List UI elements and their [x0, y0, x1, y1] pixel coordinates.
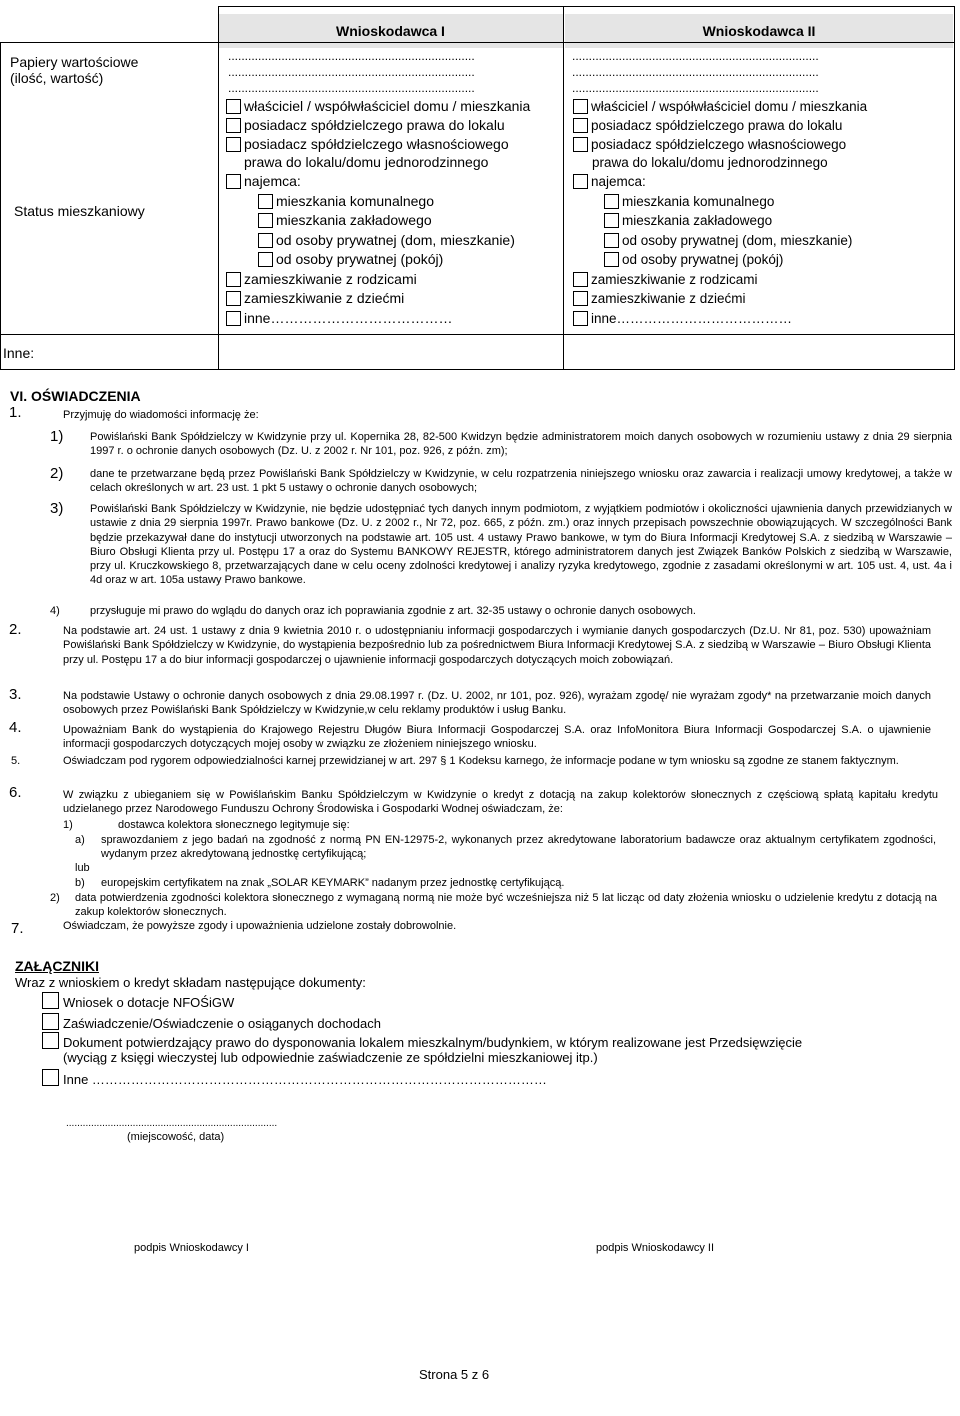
checkbox[interactable] — [42, 1032, 59, 1049]
option-with-children[interactable] — [573, 289, 746, 308]
checkbox[interactable] — [258, 233, 273, 248]
subpoint-number: 4) — [50, 605, 60, 617]
section-title-declarations: VI. OŚWIADCZENIA — [10, 388, 141, 404]
option-private-house[interactable] — [258, 231, 515, 250]
point-7-text: Oświadczam, że powyższe zgody i upoważnienia udzielone zostały dobrowolnie. — [63, 920, 457, 932]
option-label: mieszkania komunalnego — [276, 193, 434, 209]
option-label: od osoby prywatnej (dom, mieszkanie) — [276, 232, 515, 248]
option-private-room[interactable] — [604, 250, 783, 269]
option-private-room[interactable] — [258, 250, 443, 269]
point-1-4-text: przysługuje mi prawo do wglądu do danych oraz ich poprawiania zgodnie z art. 32-35 ustawy o ochronie danych osobowych. — [90, 605, 696, 617]
point-1-intro: Przyjmuję do wiadomości informację że: — [63, 409, 259, 421]
option-label: najemca: — [244, 173, 301, 189]
point-6-text: W związku z ubieganiem się w Powiślańskim Banku Spółdzielczym w Kwidzynie o kredyt z dotacją na zakup kolektorów słonecznych z częściową spłatą kapitału kredytu udzielanego przez Narodowego Funduszu Ochrony Środowiska i Gospodarki Wodnej oświadczam, że: — [63, 789, 938, 816]
point-4-text: Upoważniam Bank do wystąpienia do Krajowego Rejestru Długów Biura Informacji Gospodarczej S.A. oraz InfoMonitora Biura Informacji Gospodarczej S.A. o ujawnienie informacji gospodarczych dotyczących mojej osoby w związku ze złożeniem niniejszego wniosku. — [63, 724, 931, 751]
attachment-item[interactable] — [42, 1069, 547, 1088]
option-coop-ownership[interactable] — [226, 135, 509, 154]
securities-field-line[interactable]: .......................................................................... — [572, 81, 819, 95]
option-label: inne………………………………… — [244, 310, 453, 326]
option-label: od osoby prywatnej (pokój) — [276, 251, 444, 267]
checkbox[interactable] — [604, 252, 619, 267]
point-1-2-text: dane te przetwarzane będą przez Powiślański Bank Spółdzielczy w Kwidzynie, w celu rozpatrzenia niniejszego wniosku oraz zawarcia i realizacji umowy kredytowej, a także w celach określonych w art. 23 ust. 1 pkt 5 ustawy o ochronie danych osobowych; — [90, 468, 952, 495]
option-label: posiadacz spółdzielczego prawa do lokalu — [244, 117, 505, 133]
checkbox[interactable] — [573, 311, 588, 326]
subpoint-number: 1) — [63, 819, 73, 831]
attachment-label: Zaświadczenie/Oświadczenie o osiąganych dochodach — [63, 1016, 381, 1031]
option-owner[interactable] — [226, 97, 530, 116]
option-coop-right[interactable] — [226, 116, 505, 135]
option-tenant[interactable] — [226, 172, 301, 191]
attachment-label: Wniosek o dotacje NFOŚiGW — [63, 995, 235, 1010]
option-label: mieszkania zakładowego — [622, 213, 773, 228]
point-number: 6. — [9, 784, 22, 801]
attachment-item[interactable] — [42, 992, 234, 1011]
table-border-bottom — [0, 369, 955, 370]
checkbox[interactable] — [604, 213, 619, 228]
option-municipal[interactable] — [258, 192, 434, 211]
subpoint-letter: b) — [75, 877, 85, 889]
point-2-text: Na podstawie art. 24 ust. 1 ustawy z dnia 9 kwietnia 2010 r. o udostępnianiu informacji gospodarczych i wymianie danych gospodarczych (Dz.U. Nr 81, poz. 530) upoważniam Powiślański Bank Spółdzielczy w Kwidzynie, do wystąpienia bezpośrednio lub za pośrednictwem Biura Informacji Kredytowej S.A. z siedzibą w Warszawie – Biuro Obsługi Klienta przy ul. Postępu 17 a do biur informacji gospodarczej o ujawnienie informacji gospodarczych dotyczących moich zobowiązań. — [63, 625, 931, 666]
checkbox[interactable] — [258, 213, 273, 228]
option-label: od osoby prywatnej (pokój) — [622, 252, 784, 267]
header-applicant-2-label: Wnioskodawca II — [702, 23, 816, 39]
option-label: zamieszkiwanie z rodzicami — [244, 271, 417, 287]
label-other: Inne: — [3, 345, 35, 361]
checkbox[interactable] — [42, 1013, 59, 1030]
checkbox[interactable] — [226, 311, 241, 326]
option-label: właściciel / współwłaściciel domu / mieszkania — [244, 98, 531, 114]
subpoint-letter: a) — [75, 834, 85, 846]
option-coop-ownership-cont — [244, 153, 488, 172]
label-securities-line1: Papiery wartościowe — [10, 54, 139, 70]
table-divider — [0, 42, 955, 43]
securities-field-line[interactable]: .......................................................................... — [228, 65, 475, 79]
checkbox[interactable] — [258, 252, 273, 267]
checkbox[interactable] — [226, 272, 241, 287]
checkbox[interactable] — [604, 194, 619, 209]
conjunction-text: lub — [75, 862, 90, 874]
point-6-2-text: data potwierdzenia zgodności kolektora słonecznego z wymaganą normą nie może być wcześniejsza niż 5 lat licząc od daty złożenia wniosku o udzielenie kredytu z dotacją na zakup kolektorów słonecznych. — [75, 892, 937, 919]
option-with-parents[interactable] — [226, 270, 417, 289]
subpoint-number: 3) — [50, 500, 64, 517]
place-date-label: (miejscowość, data) — [127, 1131, 225, 1143]
point-number: 4. — [9, 719, 22, 736]
point-number: 1. — [9, 404, 22, 421]
checkbox[interactable] — [226, 137, 241, 152]
checkbox[interactable] — [42, 992, 59, 1009]
place-date-line[interactable]: ............................................................................ — [66, 1118, 278, 1129]
subpoint-number: 1) — [50, 428, 64, 445]
option-label: najemca: — [591, 174, 646, 189]
attachment-label: Inne …………………………………………………………………………………………… — [63, 1072, 547, 1087]
checkbox[interactable] — [573, 272, 588, 287]
securities-field-line[interactable]: .......................................................................... — [572, 65, 819, 79]
point-number: 5. — [11, 755, 21, 767]
point-6-1b-text: europejskim certyfikatem na znak „SOLAR KEYMARK” nadanym przez jednostkę certyfikującą. — [101, 877, 565, 889]
checkbox[interactable] — [573, 137, 588, 152]
point-number: 7. — [11, 920, 24, 937]
option-label: zamieszkiwanie z dziećmi — [244, 290, 405, 306]
securities-field-line[interactable]: .......................................................................... — [228, 81, 475, 95]
option-label: zamieszkiwanie z rodzicami — [591, 272, 758, 287]
option-company-flat[interactable] — [258, 211, 432, 230]
point-number: 3. — [9, 686, 22, 703]
checkbox[interactable] — [573, 99, 588, 114]
attachments-intro: Wraz z wnioskiem o kredyt składam następujące dokumenty: — [15, 975, 366, 990]
signature-applicant-2: podpis Wnioskodawcy II — [596, 1242, 714, 1254]
table-border-top — [218, 6, 955, 7]
option-label: właściciel / współwłaściciel domu / mieszkania — [591, 99, 868, 114]
point-1-1-text: Powiślański Bank Spółdzielczy w Kwidzynie przy ul. Kopernika 28, 82-500 Kwidzyn będzie administratorem moich danych osobowych w rozumieniu ustawy z dnia 29 sierpnia 1997 r. o ochronie danych osobowych (Dz. U. z 2002 r. Nr 101, poz. 926, z późn. zm); — [90, 431, 952, 458]
label-securities — [10, 54, 138, 86]
point-number: 2. — [9, 621, 22, 638]
option-with-children[interactable] — [226, 289, 404, 308]
header-applicant-1-label: Wnioskodawca I — [336, 23, 445, 39]
option-private-house[interactable] — [604, 231, 852, 250]
table-border-right — [954, 6, 955, 370]
option-tenant[interactable] — [573, 172, 646, 191]
point-6-1a-text: sprawozdaniem z jego badań na zgodność z normą PN EN-12975-2, wykonanych przez akredytowane laboratorium badawcze oraz aktualnym certyfikatem zgodności, wydanym przez akredytowaną jednostkę certyfikującą; — [101, 834, 936, 861]
subpoint-number: 2) — [50, 465, 64, 482]
option-coop-ownership-cont — [592, 153, 828, 172]
option-label: zamieszkiwanie z dziećmi — [591, 291, 746, 306]
securities-field-line[interactable]: .......................................................................... — [228, 49, 475, 63]
applicant-table — [0, 6, 955, 370]
table-border-left — [0, 42, 1, 370]
option-label: prawa do lokalu/domu jednorodzinnego — [592, 155, 828, 170]
checkbox[interactable] — [226, 99, 241, 114]
checkbox[interactable] — [573, 174, 588, 189]
securities-field-line[interactable]: .......................................................................... — [572, 49, 819, 63]
attachment-label-cont: (wyciąg z księgi wieczystej lub odpowiednie zaświadczenie ze spółdzielni mieszkaniowej itp.) — [63, 1050, 598, 1065]
attachment-label: Dokument potwierdzający prawo do dysponowania lokalem mieszkalnym/budynkiem, w którym realizowane jest Przedsięwzięcie — [63, 1035, 803, 1050]
checkbox[interactable] — [573, 291, 588, 306]
option-label: posiadacz spółdzielczego własnościowego — [244, 136, 509, 152]
table-col-divider — [563, 6, 564, 370]
option-other[interactable] — [573, 309, 792, 328]
option-other[interactable] — [226, 309, 452, 328]
option-with-parents[interactable] — [573, 270, 758, 289]
option-label: mieszkania komunalnego — [622, 194, 775, 209]
option-label: od osoby prywatnej (dom, mieszkanie) — [622, 233, 853, 248]
table-col-divider — [218, 6, 219, 370]
option-company-flat[interactable] — [604, 211, 772, 230]
checkbox[interactable] — [42, 1069, 59, 1086]
option-owner[interactable] — [573, 97, 867, 116]
option-label: inne………………………………… — [591, 311, 793, 326]
option-coop-right[interactable] — [573, 116, 842, 135]
section-title-attachments: ZAŁĄCZNIKI — [15, 958, 99, 974]
checkbox[interactable] — [258, 194, 273, 209]
option-municipal[interactable] — [604, 192, 774, 211]
option-label: mieszkania zakładowego — [276, 212, 432, 228]
page-number: Strona 5 z 6 — [419, 1367, 490, 1382]
checkbox[interactable] — [226, 118, 241, 133]
option-label: posiadacz spółdzielczego prawa do lokalu — [591, 118, 843, 133]
checkbox[interactable] — [226, 174, 241, 189]
subpoint-number: 2) — [50, 892, 60, 904]
checkbox[interactable] — [604, 233, 619, 248]
checkbox[interactable] — [573, 118, 588, 133]
option-label: prawa do lokalu/domu jednorodzinnego — [244, 154, 489, 170]
label-housing-status: Status mieszkaniowy — [14, 203, 145, 219]
attachment-item[interactable] — [42, 1013, 381, 1032]
option-coop-ownership[interactable] — [573, 135, 846, 154]
point-3-text: Na podstawie Ustawy o ochronie danych osobowych z dnia 29.08.1997 r. (Dz. U. 2002, nr 101, poz. 926), wyrażam zgodę/ nie wyrażam zgody* na przetwarzanie moich danych osobowych przez Powiślański Bank Spółdzielczy w Kwidzynie,w celu reklamy produktów i usług Banku. — [63, 690, 931, 717]
option-label: posiadacz spółdzielczego własnościowego — [591, 137, 847, 152]
signature-applicant-1: podpis Wnioskodawcy I — [134, 1242, 249, 1254]
point-5-text: Oświadczam pod rygorem odpowiedzialności karnej przewidzianej w art. 297 § 1 Kodeksu karnego, że informacje podane w tym wniosku są zgodne ze stanem faktycznym. — [63, 755, 899, 767]
checkbox[interactable] — [226, 291, 241, 306]
label-securities-line2: (ilość, wartość) — [10, 70, 104, 86]
point-6-1-text: dostawca kolektora słonecznego legitymuje się: — [118, 819, 350, 831]
table-divider — [0, 334, 955, 335]
point-1-3-text: Powiślański Bank Spółdzielczy w Kwidzynie, nie będzie udostępniać tych danych innym podmiotom, z wyjątkiem podmiotów i okoliczności ujawnienia danych przewidzianych w ustawie z dnia 29 sierpnia 1997r. Prawo bankowe (Dz. U. z 2002 r., Nr 72, poz. 665, z późn. zm.) oraz innych przepisach powszechnie obowiązujących. W szczególności Bank będzie przekazywał dane do instytucji utworzonych na podstawie art. 105 ust. 4 ustawy Prawo bankowe, w tym do Biura Informacji Kredytowej S.A. z siedzibą w Warszawie – Biuro Obsługi Klienta przy ul. Postępu 17 a oraz do Systemu BANKOWY REJESTR, którego administratorem danych jest Związek Banków Polskich z siedzibą w Warszawie, przy ul. Kruczkowskiego 8, przetwarzających dane w celu oceny zdolności kredytowej i analizy ryzyka kredytowego, zgodnie z zasadami określonymi w art. 105 ust. 4, ust. 4a i 4d oraz w art. 105a ustawy Prawo bankowe. — [90, 503, 952, 587]
